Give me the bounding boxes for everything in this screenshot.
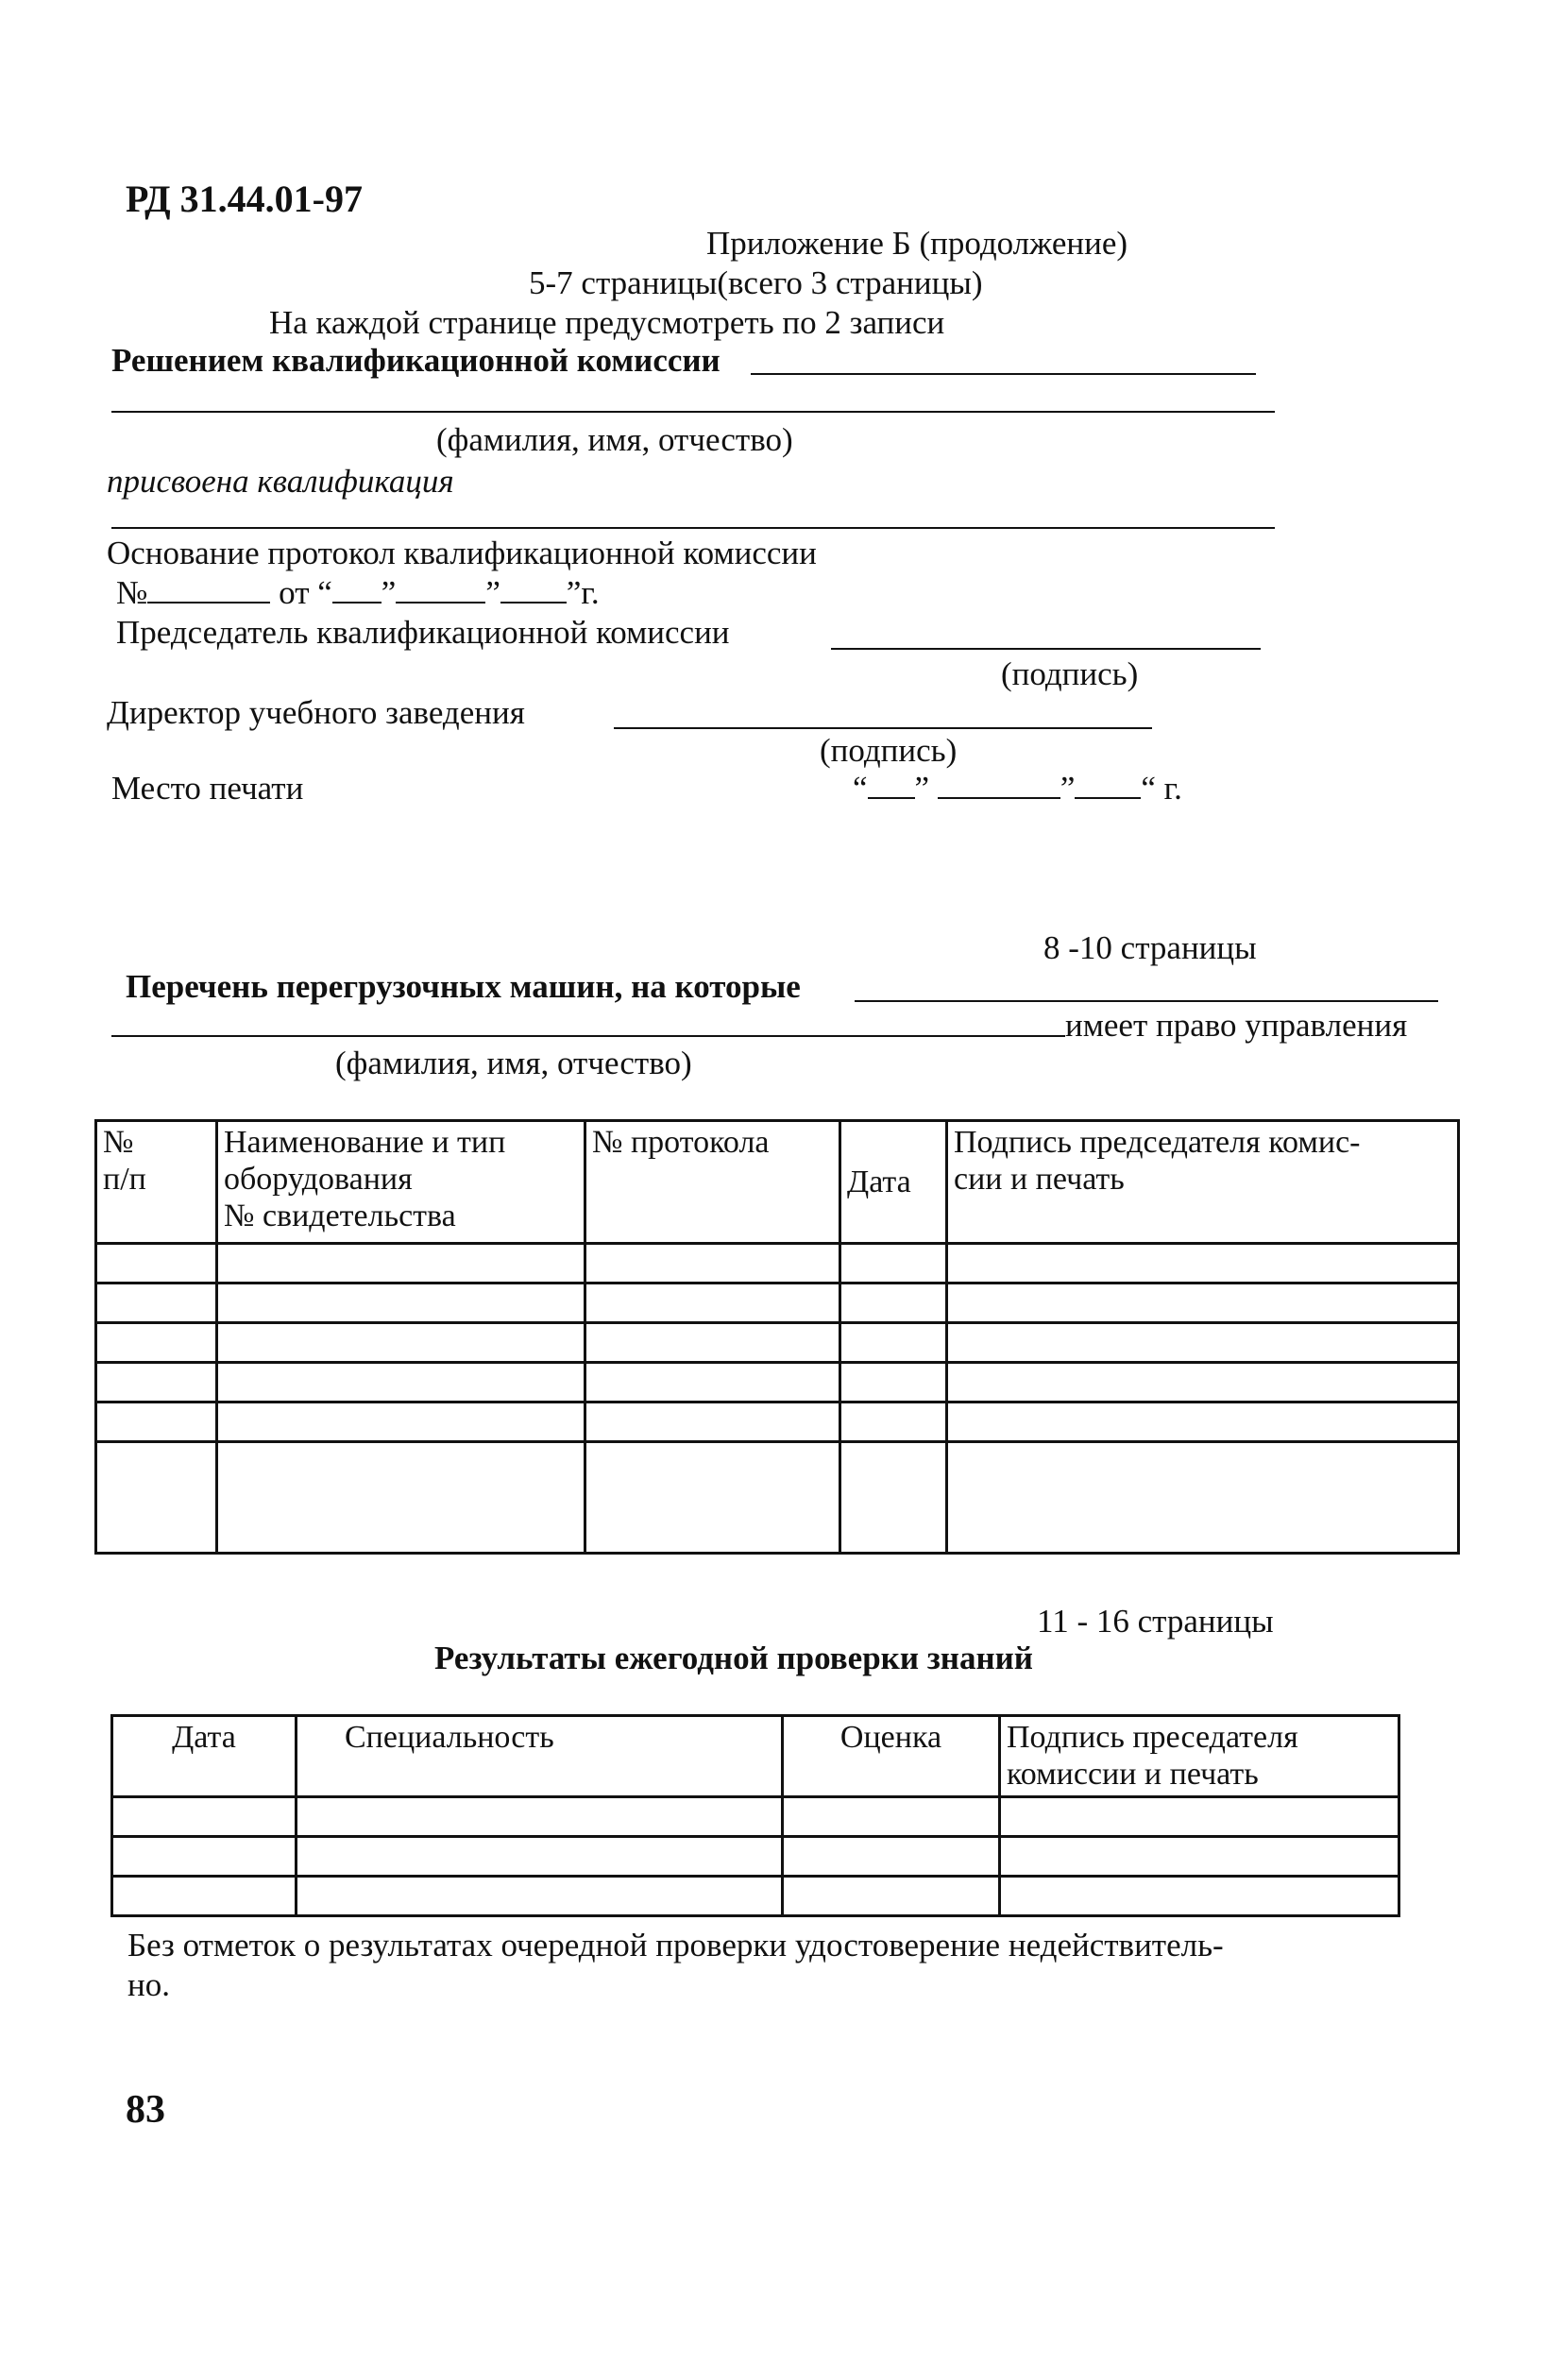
protocol-quote: ”: [381, 574, 397, 611]
machines-fio-blank-line: [111, 1035, 1065, 1037]
seal-year-blank: [1075, 771, 1141, 799]
seal-date: [853, 770, 1182, 808]
decision-blank-line: [751, 373, 1256, 375]
machines-fio-caption: (фамилия, имя, отчество): [335, 1045, 692, 1081]
table-row: [96, 1402, 1459, 1442]
seal-date-quote: ”: [914, 770, 930, 807]
machines-label: Перечень перегрузочных машин, на которые: [126, 968, 801, 1005]
results-title: Результаты ежегодной проверки знаний: [434, 1640, 1033, 1676]
chairman-signature-caption: (подпись): [1001, 655, 1139, 692]
col-number: № п/п: [96, 1121, 217, 1244]
director-label: Директор учебного заведения: [107, 694, 525, 731]
pages-5-7-caption: 5-7 страницы(всего 3 страницы): [529, 264, 983, 301]
col-protocol: № протокола: [585, 1121, 840, 1244]
director-signature-caption: (подпись): [820, 732, 958, 769]
col-results-date: Дата: [112, 1716, 297, 1797]
col-chairman-signature: Подпись председателя комис- сии и печать: [947, 1121, 1459, 1244]
table-row: [112, 1797, 1399, 1837]
records-note: На каждой странице предусмотреть по 2 записи: [269, 304, 945, 341]
seal-date-quote-2: ”: [1060, 770, 1076, 807]
table-row: [96, 1442, 1459, 1554]
protocol-line: [116, 574, 600, 612]
results-table-header: [112, 1716, 1399, 1797]
col-date: Дата: [840, 1121, 947, 1244]
footnote-line-1: Без отметок о результатах очередной проверки удостоверение недействитель-: [127, 1927, 1224, 1964]
appendix-title: Приложение Б (продолжение): [706, 225, 1128, 262]
seal-month-blank: [938, 771, 1060, 799]
seal-date-end: “ г.: [1141, 770, 1182, 807]
protocol-year-suffix: ”г.: [566, 574, 600, 611]
fio-caption: (фамилия, имя, отчество): [436, 421, 793, 458]
table-row: [96, 1323, 1459, 1363]
footnote-line-2: но.: [127, 1966, 170, 2003]
table-row: [112, 1837, 1399, 1877]
table-row: [96, 1284, 1459, 1323]
protocol-quote-2: ”: [485, 574, 500, 611]
protocol-number-label: №: [116, 574, 148, 611]
seal-date-open: “: [853, 770, 868, 807]
pages-8-10-caption: 8 -10 страницы: [1043, 929, 1257, 966]
protocol-day-blank: [332, 575, 382, 604]
seal-label: Место печати: [111, 770, 304, 807]
table-row: [96, 1244, 1459, 1284]
protocol-number-blank: [147, 575, 270, 604]
machines-name-blank-line: [855, 1000, 1438, 1002]
chairman-signature-line: [831, 648, 1261, 650]
results-table: [110, 1714, 1400, 1917]
basis-label: Основание протокол квалификационной комиссии: [107, 535, 817, 571]
qualification-blank-line: [111, 527, 1275, 529]
page-number: 83: [126, 2088, 165, 2132]
chairman-label: Председатель квалификационной комиссии: [116, 614, 730, 651]
table-row: [112, 1877, 1399, 1916]
col-results-signature: Подпись преседателя комиссии и печать: [1000, 1716, 1399, 1797]
protocol-year-blank: [500, 575, 567, 604]
machines-table-header: [96, 1121, 1459, 1244]
pages-11-16-caption: 11 - 16 страницы: [1037, 1603, 1274, 1640]
document-code: РД 31.44.01-97: [126, 178, 363, 220]
fio-blank-line: [111, 411, 1275, 413]
protocol-date-open: от “: [279, 574, 332, 611]
table-row: [96, 1363, 1459, 1402]
col-equipment: Наименование и тип оборудования № свидетельства: [217, 1121, 585, 1244]
protocol-month-blank: [396, 575, 485, 604]
decision-label: Решением квалификационной комиссии: [111, 342, 721, 379]
director-signature-line: [614, 727, 1152, 729]
machines-table: [94, 1119, 1460, 1555]
right-to-operate-label: имеет право управления: [1065, 1007, 1408, 1044]
qualification-label: присвоена квалификация: [107, 463, 454, 500]
col-speciality: Специальность: [297, 1716, 783, 1797]
seal-day-blank: [868, 771, 915, 799]
col-grade: Оценка: [783, 1716, 1000, 1797]
